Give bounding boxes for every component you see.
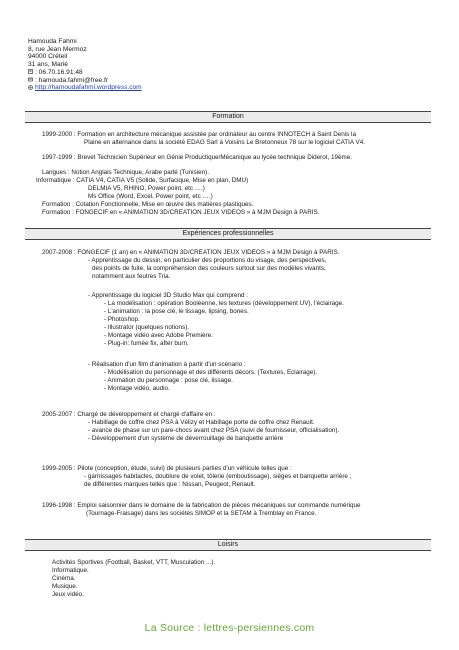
experience-2007-line: - Montage vidéo, audio. (104, 385, 170, 392)
experience-1996-title: 1996-1998 : Emploi saisonnier dans le domaine de la fabrication de pièces mécaniques sur commande numérique (42, 502, 361, 509)
phone-number: : 06.70.16.91.48 (35, 68, 83, 76)
experience-2007-line: - Apprentissage du logiciel 3D Studio Max qui comprend : (88, 292, 248, 299)
experience-1996-line: (Tournage-Fraisage) dans les sociétés SIMOP et la SETAM à Tremblay en France. (86, 510, 317, 517)
experience-2007-line: des points de fuite, la compréhension des couleurs surtout sur des modèles vivants, (92, 265, 326, 272)
section-band-formation (25, 111, 431, 123)
formation-line-cotation: Formation : Cotation Fonctionnelle, Mise en œuvre des matières plastiques. (42, 201, 254, 208)
experience-2005-line: - Habillage de coffre chez PSA à Vélizy et Habillage porte de coffre chez Renault. (88, 419, 315, 426)
phone-icon (28, 69, 33, 74)
loisir-item: Informatique. (52, 567, 89, 574)
experience-2007-line: - Animation du personnage : pose clé, lissage. (104, 377, 233, 384)
experience-2005-title: 2005-2007 : Chargé de développement et chargé d'affaire en : (42, 411, 216, 418)
email-icon (28, 77, 33, 82)
email-line[interactable] (28, 77, 142, 85)
experience-2007-line: - Modélisation du personnage et des différents décors. (Textures, Eclairage). (104, 369, 318, 376)
formation-entry-2: 1997-1999 : Brevet Technicien Supérieur en Génie Productique/Mécanique au lycée technique Diderot, 19ème. (42, 154, 353, 161)
section-band-experiences (25, 228, 431, 240)
formation-entry-1: 1999-2000 : Formation en architecture mécanique assistée par ordinateur au centre INNOTECH à Saint Denis la (42, 131, 356, 138)
loisir-item: Activités Sportives (Football, Basket, VTT, Musculation ...). (52, 559, 216, 566)
experience-2007-line: - Réalisation d'un film d'animation à partir d'un scénario : (88, 361, 246, 368)
loisir-item: Jeux vidéo. (52, 591, 84, 598)
experience-1999-title: 1999-2005 : Pilote (conception, étude, suivi) de plusieurs parties d'un véhicule telles que : (42, 465, 292, 472)
street-address: 8, rue Jean Mermoz (28, 45, 87, 53)
formation-entry-1-cont: Plaine en alternance dans la société EDAG Sarl à Voisins Le Bretonneux 78 sur le logiciel CATIA V4. (84, 139, 365, 146)
experience-2007-line: - L'animation : la pose clé, le lissage, lipsing, bones. (104, 308, 249, 315)
section-title-loisirs: Loisirs (217, 541, 239, 548)
section-title-formation: Formation (212, 113, 244, 120)
experience-2007-line: - Apprentissage du dessin, en particulier des proportions du visage, des perspectives, (88, 257, 327, 264)
experience-2007-line: - Plug-in: fumée fix, after burn. (104, 340, 189, 347)
source-footer: La Source : lettres-persiennes.com (144, 622, 315, 634)
experience-2007-title: 2007-2008 : FONGECIF (1 an) en « ANIMATION 3D/CREATION JEUX VIDEOS » à MJM Design à PARIS. (42, 249, 340, 256)
formation-line-fongecif: Formation : FONGECIF en « ANIMATION 3D/CREATION JEUX VIDEOS » à MJM Design à PARIS. (42, 209, 320, 216)
email-address[interactable]: : hamouda.fahmi@free.fr (35, 76, 109, 84)
informatique-line-2: DELMIA V5, RHINO, Power point, etc ….) (88, 185, 205, 192)
experience-1999-line: de différentes marques telles que : Nissan, Peugeot, Renault. (84, 481, 256, 488)
langues-line: Langues : Notion Anglais Technique, Arabe parlé (Tunisien). (42, 169, 209, 176)
globe-icon (28, 85, 33, 90)
section-title-experiences: Expériences professionnelles (182, 230, 274, 237)
informatique-line-1: Informatique : CATIA V4, CATIA V5 (Solide, Surfacique, Mise en plan, DMU) (36, 177, 249, 184)
contact-block (28, 38, 142, 92)
website-line[interactable] (28, 84, 142, 92)
experience-2007-line: - Photoshop. (104, 316, 140, 323)
experience-2007-line: notamment aux feutres Tria. (92, 273, 171, 280)
experience-2007-line: - Montage vidéo avec Adobe Première. (104, 332, 213, 339)
city-address: 94000 Créteil (28, 53, 68, 61)
experience-1999-line: - garnissages habitacles, doublure de volet, tôlerie (emboutissage), sièges et banquette arrière ; (84, 473, 352, 480)
experience-2005-line: - Développement d'un système de déverrouillage de banquette arrière (88, 435, 284, 442)
experience-2007-line: - Illustrator (quelques notions). (104, 324, 190, 331)
phone-line (28, 69, 142, 77)
section-band-loisirs (25, 539, 431, 551)
experience-2005-line: - avance de phase sur un pare-chocs avant chez PSA (suivi de fournisseur, officialisation). (88, 427, 340, 434)
experience-2007-line: - La modélisation : opération Booléenne, les textures (développement UV), l'éclairage. (104, 300, 344, 307)
informatique-line-3: Ms Office (Word, Excel, Power point, etc ….) (88, 193, 213, 200)
loisir-item: Musique. (52, 583, 78, 590)
loisir-item: Cinéma. (52, 575, 76, 582)
age-status: 31 ans, Marié (28, 61, 68, 69)
website-link[interactable]: http://hamoudafahmi.wordpress.com (35, 84, 142, 92)
person-name: Hamouda Fahmi (28, 38, 77, 45)
